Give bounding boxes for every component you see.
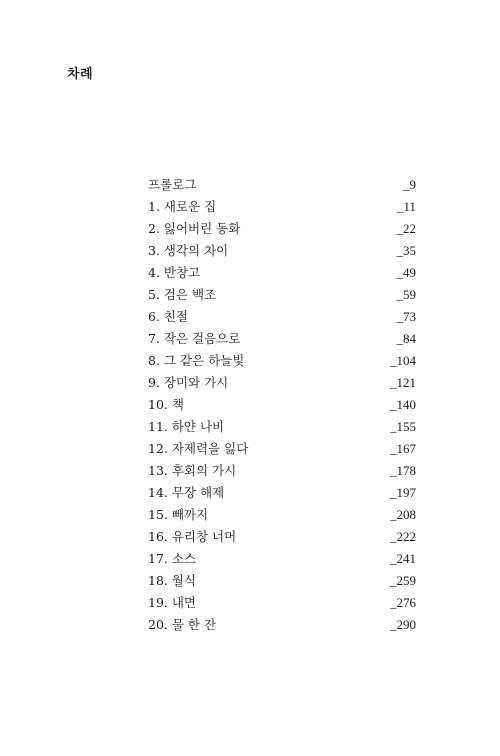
toc-entry (148, 438, 416, 460)
toc-entry (148, 174, 416, 196)
toc-page-number: _140 (390, 397, 416, 412)
toc-entry (148, 240, 416, 262)
toc-page-number: _121 (390, 375, 416, 390)
toc-page-number: _290 (390, 617, 416, 632)
toc-entry (148, 592, 416, 614)
toc-entry (148, 504, 416, 526)
toc-title: 5. 검은 백조 (148, 287, 217, 302)
toc-title: 8. 그 같은 하늘빛 (148, 353, 245, 368)
toc-entry (148, 526, 416, 548)
toc-page-number: _259 (390, 573, 416, 588)
toc-title: 1. 새로운 집 (148, 199, 217, 214)
toc-entry (148, 570, 416, 592)
toc-page-number: _35 (396, 243, 416, 258)
toc-page-number: _59 (396, 287, 416, 302)
toc-title: 4. 반창고 (148, 265, 201, 280)
toc-page-number: _73 (396, 309, 416, 324)
toc-title: 17. 소스 (148, 551, 197, 566)
toc-entry (148, 306, 416, 328)
toc-page-number: _167 (390, 441, 416, 456)
toc-page-number: _197 (390, 485, 416, 500)
toc-title: 12. 자제력을 잃다 (148, 441, 249, 456)
toc-title: 11. 하얀 나비 (148, 419, 225, 434)
toc-title: 2. 잃어버린 동화 (148, 221, 241, 236)
toc-entry (148, 328, 416, 350)
toc-title: 6. 친절 (148, 309, 189, 324)
toc-entry (148, 262, 416, 284)
toc-entry (148, 614, 416, 636)
toc-page-number: _276 (390, 595, 416, 610)
toc-entry (148, 548, 416, 570)
toc-page-number: _9 (403, 177, 416, 192)
toc-title: 18. 월식 (148, 573, 197, 588)
toc-entry (148, 482, 416, 504)
toc-page-number: _104 (390, 353, 416, 368)
toc-page-number: _22 (396, 221, 416, 236)
toc-title: 10. 책 (148, 397, 184, 412)
toc-entry (148, 196, 416, 218)
toc-entry (148, 394, 416, 416)
toc-page-number: _11 (396, 199, 416, 214)
toc-title: 19. 내면 (148, 595, 197, 610)
toc-page-number: _241 (390, 551, 416, 566)
toc-title: 15. 빼까지 (148, 507, 209, 522)
toc-entry (148, 416, 416, 438)
page-title: 차례 (67, 67, 94, 82)
toc-title: 9. 장미와 가시 (148, 375, 229, 390)
toc-entry (148, 284, 416, 306)
toc-page-number: _49 (396, 265, 416, 280)
toc-title: 16. 유리창 너머 (148, 529, 237, 544)
toc-entry (148, 372, 416, 394)
toc-page-number: _84 (396, 331, 416, 346)
toc-page-number: _222 (390, 529, 416, 544)
toc-page-number: _208 (390, 507, 416, 522)
toc-page-number: _155 (390, 419, 416, 434)
toc-title: 14. 무장 해제 (148, 485, 225, 500)
table-of-contents (148, 174, 416, 636)
toc-title: 7. 작은 걸음으로 (148, 331, 241, 346)
toc-page-number: _178 (390, 463, 416, 478)
toc-entry (148, 218, 416, 240)
toc-title: 프롤로그 (148, 177, 197, 192)
toc-title: 3. 생각의 차이 (148, 243, 229, 258)
toc-entry (148, 350, 416, 372)
toc-entry (148, 460, 416, 482)
toc-title: 13. 후회의 가시 (148, 463, 237, 478)
toc-title: 20. 물 한 잔 (148, 617, 217, 632)
